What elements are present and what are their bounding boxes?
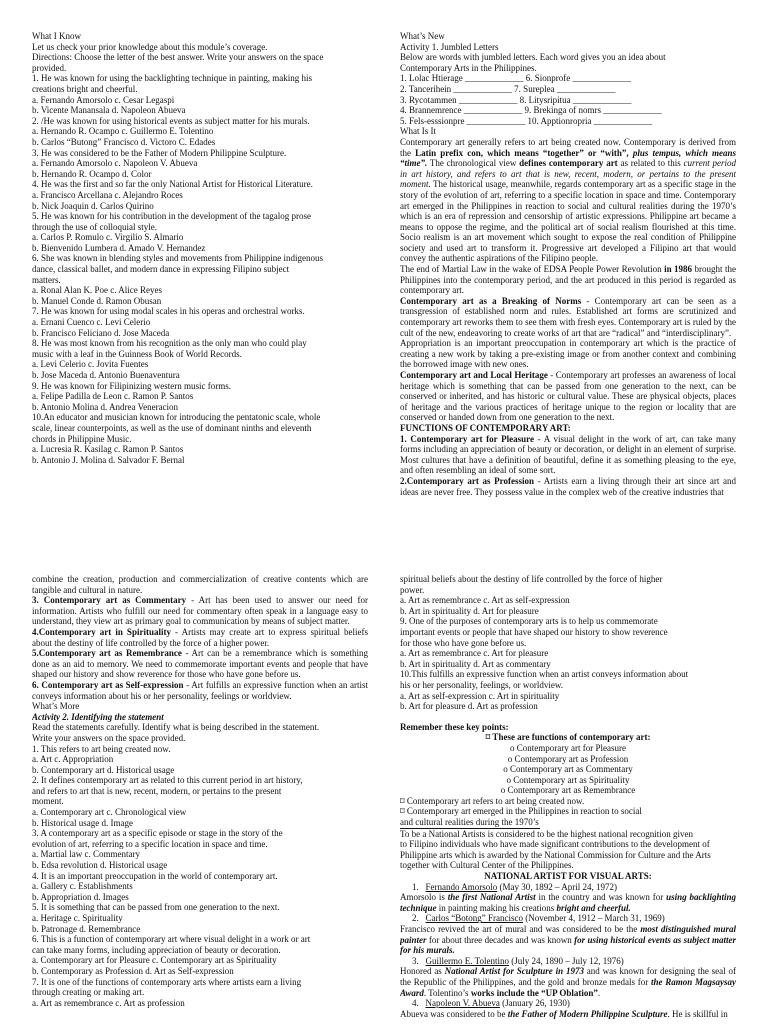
text-line: b. Contemporary art d. Historical usage bbox=[32, 764, 175, 775]
text-line: b. Carlos “Butong” Francisco d. Victoro C. Edades bbox=[32, 136, 216, 147]
text-line: 6. She was known in blending styles and movements from Philippine indigenous bbox=[32, 253, 323, 264]
text-line: b. Antonio Molina d. Andrea Veneracion bbox=[32, 401, 179, 412]
text-line: b. Manuel Conde d. Ramon Obusan bbox=[32, 295, 162, 306]
text-line: a. Carlos P. Romulo c. Virgilio S. Almario bbox=[32, 232, 184, 243]
activity-2-title: Activity 2. Identifying the statement bbox=[32, 711, 164, 722]
text-line: Directions: Choose the letter of the best answer. Write your answers on the space bbox=[32, 52, 324, 63]
text-line: a. Martial law c. Commentary bbox=[32, 849, 140, 860]
functions-title: ⌑ These are functions of contemporary art: bbox=[485, 732, 651, 743]
key-point-1: ⌑ Contemporary art refers to art being created now. bbox=[400, 795, 585, 806]
text-line: 3. He was considered to be the Father of Modern Philippine Sculpture. bbox=[32, 147, 287, 158]
appropriation-paragraph: Appropriation is an important preoccupation in contemporary art which is the practice of creating a new work by taking a pre-existing image or from another context and combining the borrowed image with new ones. bbox=[400, 338, 736, 370]
artist-2-desc: Francisco revived the art of mural and was considered to be the most distinguished mural painter for about three decades and was known for using historical events as subject matter for his murals. bbox=[400, 924, 736, 956]
text-line: to Filipino individuals who have made significant contributions to the development of bbox=[400, 839, 710, 850]
function-list-item: o Contemporary art as Commentary bbox=[503, 764, 633, 775]
text-line: What’s New bbox=[400, 31, 445, 41]
function-list-item: o Contemporary art as Spirituality bbox=[506, 774, 630, 785]
text-line: 2. Tancerihein _____________ 7. Sureplea _____________ bbox=[400, 83, 616, 94]
text-line: 9. He was known for Filipinizing western music forms. bbox=[32, 380, 231, 391]
text-line: Write your answers on the space provided. bbox=[32, 732, 186, 743]
text-line: a. Art c. Appropriation bbox=[32, 754, 114, 765]
text-line: b. Hernando R. Ocampo d. Color bbox=[32, 168, 152, 179]
text-line: 1. Lolac Htierage _____________ 6. Sionprofe _____________ bbox=[400, 73, 631, 84]
functions-heading: FUNCTIONS OF CONTEMPORARY ART: bbox=[400, 422, 571, 433]
text-line: 5. He was known for his contribution in the development of the tagalog prose bbox=[32, 211, 311, 222]
text-line: important events or people that have shaped our history to show reverence bbox=[400, 626, 668, 637]
key-point-2: ⌑ Contemporary art emerged in the Philippines in reaction to social bbox=[400, 806, 642, 817]
text-line: 1. He was known for using the backlighting technique in painting, making his bbox=[32, 73, 312, 84]
text-line: 2. /He was known for using historical events as subject matter for his murals. bbox=[32, 115, 310, 126]
text-line: music with a leaf in the Guinness Book of World Records. bbox=[32, 348, 242, 359]
text-line: scale, linear counterpoints, as well as the use of dominant ninths and eleventh bbox=[32, 422, 312, 433]
text-line: Let us check your prior knowledge about this module’s coverage. bbox=[32, 41, 268, 52]
text-line: b. Art in spirituality d. Art for pleasure bbox=[400, 605, 539, 616]
text-line: and refers to art that is new, recent, modern, or pertains to the present bbox=[32, 785, 282, 796]
text-line: matters. bbox=[32, 274, 61, 285]
text-line: Activity 1. Jumbled Letters bbox=[400, 41, 499, 52]
what-i-know-heading: What I Know bbox=[32, 31, 81, 41]
text-line: a. Heritage c. Spirituality bbox=[32, 913, 123, 923]
text-line: 4. He was the first and so far the only National Artist for Historical Literature. bbox=[32, 179, 313, 190]
text-line: 9. One of the purposes of contemporary arts is to help us commemorate bbox=[400, 616, 658, 627]
text-line: b. Vicente Manansala d. Napoleon Abueva bbox=[32, 105, 186, 116]
text-line: a. Fernando Amorsolo c. Cesar Legaspi bbox=[32, 94, 175, 105]
text-line: 5. It is something that can be passed from one generation to the next. bbox=[32, 902, 280, 913]
text-line: a. Contemporary art for Pleasure c. Contemporary art as Spirituality bbox=[32, 955, 277, 966]
text-line: b. Antonio J. Molina d. Salvador F. Bernal bbox=[32, 454, 185, 465]
text-line: a. Levi Celerio c. Jovita Fuentes bbox=[32, 359, 149, 370]
text-line: his or her personality, feelings, or worldview. bbox=[400, 679, 564, 690]
key-point-3: and cultural realities during the 1970’s bbox=[400, 817, 539, 828]
text-line: creations bright and cheerful. bbox=[32, 83, 138, 94]
function-list-item: o Contemporary art as Profession bbox=[507, 753, 629, 764]
function-remembrance: 5.Contemporary art as Remembrance - Art can be a remembrance which is something done as an aid to memory. We need to commemorate important events and people that have shaped our history and show reverence for those who have gone before us. bbox=[32, 648, 368, 680]
text-line: Read the statements carefully. Identify what is being described in the statement. bbox=[32, 722, 320, 733]
martial-law-paragraph: The end of Martial Law in the wake of EDSA People Power Revolution in 1986 brought the Philippines into the contemporary period, and the art produced in this period is regarded as contemporary art. bbox=[400, 264, 736, 296]
text-line: a. Art as remembrance c. Art as self-expression bbox=[400, 595, 570, 606]
text-line: a. Lucresia R. Kasilag c. Ramon P. Santos bbox=[32, 444, 184, 455]
text-line: moment. bbox=[32, 796, 64, 807]
profession-continued: combine the creation, production and commercialization of creative contents which are tangible and cultural in nature. bbox=[32, 574, 368, 595]
text-line: dance, classical ballet, and modern dance in expressing Filipino subject bbox=[32, 264, 290, 275]
artist-3-desc: Honored as National Artist for Sculpture in 1973 and was known for designing the seal of the Republic of the Philippines, and the gold and bronze medals for the Ramon Magsaysay Award. Tolentino’s works include the “UP Oblation”. bbox=[400, 966, 736, 998]
text-line: a. Fernando Amorsolo c. Napoleon V. Abueva bbox=[32, 158, 198, 169]
text-line: What Is It bbox=[400, 126, 436, 137]
text-line: b. Francisco Feliciano d. Jose Maceda bbox=[32, 327, 170, 338]
artist-4-desc: Abueva was considered to be the Father of Modern Philippine Sculpture. He is skillful in bbox=[400, 1008, 728, 1019]
text-line: together with Cultural Center of the Philippines. bbox=[400, 860, 574, 871]
text-line: b. Bienvenido Lumbera d. Amado V. Hernandez bbox=[32, 242, 206, 253]
text-line: a. Hernando R. Ocampo c. Guillermo E. Tolentino bbox=[32, 126, 214, 137]
text-line: a. Francisco Arcellana c. Alejandro Roces bbox=[32, 189, 183, 200]
local-heritage-paragraph: Contemporary art and Local Heritage - Contemporary art professes an awareness of local heritage which is something that can be passed from one generation to the next, can be conserved or inherited, and has historic or cultural value. These are physical objects, places of heritage and the various practices of heritage unique to the region or locality that are conserved or handed down from one generation to the next. bbox=[400, 370, 736, 423]
artist-1-desc: Amorsolo is the first National Artist in the country and was known for using backlighting technique in painting making his creations bright and cheerful. bbox=[400, 892, 736, 913]
text-line: 6. This is a function of contemporary art where visual delight in a work or art bbox=[32, 934, 311, 945]
text-line: a. Ernani Cuenco c. Levi Celerio bbox=[32, 317, 151, 328]
text-line: 2. It defines contemporary art as related to this current period in art history, bbox=[32, 775, 303, 786]
text-line: b. Edsa revolution d. Historical usage bbox=[32, 860, 168, 871]
what-i-know-column bbox=[32, 31, 368, 509]
text-line: 10.This fulfills an expressive function when an artist conveys information about bbox=[400, 669, 689, 680]
text-line: b. Art for pleasure d. Art as profession bbox=[400, 701, 538, 712]
text-line: To be a National Artists is considered to be the highest national recognition given bbox=[400, 828, 694, 839]
whats-new-column bbox=[400, 31, 736, 509]
text-line: 8. He was most known from his recognition as the only man who could play bbox=[32, 338, 307, 349]
text-line: 4. Brannemrence _____________ 9. Brekinga of nomrs _____________ bbox=[400, 105, 662, 116]
artist-3-heading: 3. Guillermo E. Tolentino (July 24, 1890 – July 12, 1976) bbox=[412, 955, 624, 966]
text-line: a. Art as self-expression c. Art in spirituality bbox=[400, 690, 560, 701]
text-line: 7. It is one of the functions of contemporary arts where artists earn a living bbox=[32, 976, 302, 987]
text-line: Contemporary Arts in the Philippines. bbox=[400, 62, 537, 73]
text-line: b. Appropriation d. Images bbox=[32, 891, 129, 902]
text-line: chords in Philippine Music. bbox=[32, 433, 132, 444]
text-line: 7. He was known for using modal scales in his operas and orchestral works. bbox=[32, 306, 305, 317]
text-line: a. Art as remembrance c. Art for pleasure bbox=[400, 648, 549, 659]
functions-continued-column bbox=[32, 574, 368, 1024]
function-commentary: 3. Contemporary art as Commentary - Art has been used to answer our need for information. Artists who fulfill our need for commentary often speak in a language easy to understand, they view art as primary goal to communication by means of subject matter. bbox=[32, 595, 368, 627]
remember-heading: Remember these key points: bbox=[400, 721, 509, 732]
text-line: b. Contemporary as Profession d. Art as Self-expression bbox=[32, 965, 234, 976]
text-line: a. Contemporary art c. Chronological view bbox=[32, 807, 187, 818]
text-line: a. Gallery c. Establishments bbox=[32, 881, 133, 892]
text-line: b. Nick Joaquin d. Carlos Quirino bbox=[32, 200, 154, 211]
text-line: through creating or making art. bbox=[32, 987, 145, 998]
artist-4-heading: 4. Napoleon V. Abueva (January 26, 1930) bbox=[412, 998, 570, 1009]
function-spirituality: 4.Contemporary art in Spirituality - Artists may create art to express spiritual beliefs about the destiny of life controlled by the force of a higher power. bbox=[32, 626, 368, 648]
function-self-expression: 6. Contemporary art as Self-expression - Art fulfills an expressive function when an artist conveys information about his or her personality, feelings or worldview. bbox=[32, 679, 368, 701]
whats-more-heading: What’s More bbox=[32, 701, 80, 712]
text-line: 5. Fels-esssionpre _____________ 10. Apptionropria _____________ bbox=[400, 115, 653, 126]
text-line: b. Historical usage d. Image bbox=[32, 817, 133, 828]
text-line: through the use of colloquial style. bbox=[32, 221, 157, 232]
text-line: 10.An educator and musician known for introducing the pentatonic scale, whole bbox=[32, 412, 321, 423]
text-line: Philippine arts which is awarded by the National Commission for Culture and the Arts bbox=[400, 849, 711, 860]
function-list-item: o Contemporary art for Pleasure bbox=[510, 742, 626, 753]
text-line: a. Art as remembrance c. Art as profession bbox=[32, 997, 185, 1008]
function-pleasure: 1. Contemporary art for Pleasure - A visual delight in the work of art, can take many forms including an appreciation of beauty or decoration, or delight in an element of surprise. Most cultures that have a definition of beautiful, define it as something pleasing to the eye, and often resembling an ideal of some sort. bbox=[400, 433, 736, 476]
text-line: for those who have gone before us. bbox=[400, 637, 527, 648]
key-points-column bbox=[400, 574, 736, 1024]
text-line: power. bbox=[400, 584, 425, 595]
visual-arts-heading: NATIONAL ARTIST FOR VISUAL ARTS: bbox=[484, 871, 652, 882]
text-line: provided. bbox=[32, 62, 67, 73]
text-line: 3. Rycotammen _____________ 8. Litysripitua _____________ bbox=[400, 94, 632, 105]
text-line: 1. This refers to art being created now. bbox=[32, 743, 171, 754]
breaking-norms-paragraph: Contemporary art as a Breaking of Norms - Contemporary art can be seen as a transgression of established norm and rules. Established art forms are scrutinized and contemporary art reworks them to see them with fresh eyes. Contemporary art is ruled by the cult of the new, endeavoring to create works of art that are “radical” and “interdisciplinary”. bbox=[400, 295, 736, 338]
artist-2-heading: 2. Carlos “Botong” Francisco (November 4, 1912 – March 31, 1969) bbox=[412, 913, 665, 924]
text-line: b. Patronage d. Remembrance bbox=[32, 923, 141, 934]
text-line: can take many forms, including appreciation of beauty or decoration. bbox=[32, 944, 281, 955]
text-line: 4. It is an important preoccupation in the world of contemporary art. bbox=[32, 870, 278, 881]
text-line: spiritual beliefs about the destiny of life controlled by the force of higher bbox=[400, 574, 663, 584]
text-line: evolution of art, referring to a specific location in space and time. bbox=[32, 838, 268, 849]
function-profession: 2.Contemporary art as Profession - Artists earn a living through their art since art and ideas are never free. They possess value in the complex web of the creative industries that bbox=[400, 475, 736, 497]
function-list-item: o Contemporary art as Remembrance bbox=[500, 785, 636, 796]
text-line: b. Art in spirituality d. Art as commentary bbox=[400, 658, 551, 669]
text-line: Below are words with jumbled letters. Each word gives you an idea about bbox=[400, 52, 666, 63]
text-line: a. Felipe Padilla de Leon c. Ramon P. Santos bbox=[32, 391, 194, 402]
text-line: b. Jose Maceda d. Antonio Buenaventura bbox=[32, 370, 180, 380]
text-line: a. Ronal Alan K. Poe c. Alice Reyes bbox=[32, 285, 162, 296]
artist-1-heading: 1. Fernando Amorsolo (May 30, 1892 – April 24, 1972) bbox=[412, 881, 617, 892]
what-is-it-paragraph: Contemporary art generally refers to art being created now. Contemporary is derived from the Latin prefix con, which means “together” or “with”, plus tempus, which means “time”. The chronological view defines contemporary art as related to this current period in art history, and refers to art that is new, recent, modern, or pertains to the present moment. The historical usage, meanwhile, regards contemporary art as a specific stage in the story of the evolution of art, referring to a specific location in space and time. Contemporary art emerged in the Philippines in reaction to social and cultural realities during the 1970’s which is an era of repression and censorship of artistic expressions. Philippine art became a means to oppose the regime, and the political art of social realism flourished at this time. Socio realism is an art movement which sought to expose the real condition of Philippine society and used art to transform it. Progressive art developed a Filipino art that would convey the authentic aspirations of the Filipino people. bbox=[400, 136, 736, 264]
text-line: 3. A contemporary art as a specific episode or stage in the story of the bbox=[32, 828, 283, 839]
